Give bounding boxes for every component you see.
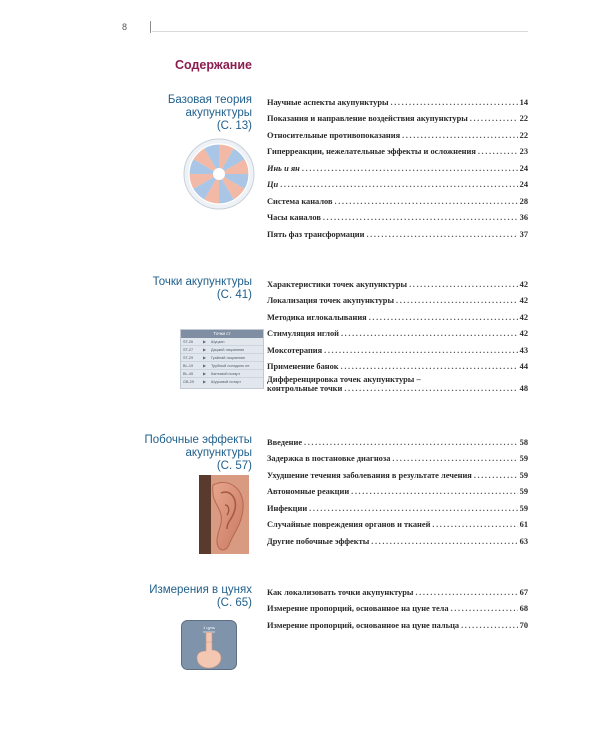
table-row: BL-45 ▶ Кантовой потарт xyxy=(181,370,263,378)
toc-entry[interactable]: Научные аспекты акупунктуры ..... 14 xyxy=(267,90,528,107)
section-heading-acupoints: Точки акупунктуры (С. 41) xyxy=(152,276,252,301)
section-entries-side-effects xyxy=(267,430,528,546)
toc-entry[interactable]: Автономные реакции ..... 59 xyxy=(267,480,528,497)
header-rule xyxy=(152,31,528,32)
section-heading-cun-measurements: Измерения в цунях (С. 65) xyxy=(149,584,252,609)
toc-entry[interactable]: Другие побочные эффекты ..... 63 xyxy=(267,529,528,546)
toc-entry[interactable]: Показания и направление воздействия акупунктуры ..... 22 xyxy=(267,107,528,124)
toc-entry[interactable]: Задержка в постановке диагноза ..... 59 xyxy=(267,447,528,464)
toc-entry[interactable]: Пять фаз трансформации ..... 37 xyxy=(267,222,528,239)
toc-entry[interactable]: Гиперреакции, нежелательные эффекты и осложнения ..... 23 xyxy=(267,140,528,157)
toc-entry[interactable]: Относительные противопоказания ..... 22 xyxy=(267,123,528,140)
table-row: ST-29 ▶ Гуайлай лицзяннян xyxy=(181,354,263,362)
toc-entry[interactable]: Случайные повреждения органов и тканей ..... 61 xyxy=(267,513,528,530)
toc-entry[interactable]: Часы каналов ..... 36 xyxy=(267,206,528,223)
table-row: GB-29 ▶ Шууковой потарт xyxy=(183,379,242,384)
section-entries-acupoints xyxy=(267,272,528,393)
toc-entry[interactable]: Введение ..... 58 xyxy=(267,430,528,447)
finger-cun-illustration xyxy=(181,620,237,670)
toc-entry[interactable]: Инь и ян ..... 24 xyxy=(267,156,528,173)
toc-entry[interactable]: Как локализовать точки акупунктуры ..... 67 xyxy=(267,580,528,597)
table-row: ST-27 ▶ Дацзюй лицзяннян xyxy=(181,346,263,354)
toc-entry[interactable]: Система каналов ..... 28 xyxy=(267,189,528,206)
table-row: BL-19 ▶ Трубный лоподоль ее xyxy=(181,362,263,370)
toc-entry[interactable]: Стимуляция иглой ..... 42 xyxy=(267,322,528,339)
table-row: ST-26 ▶ Шуцзин xyxy=(181,338,263,346)
toc-entry[interactable]: Ци ..... 24 xyxy=(267,173,528,190)
finger-label: 1 цунь xyxy=(203,625,215,630)
section-entries-basic-theory xyxy=(267,90,528,239)
section-entries-cun-measurements xyxy=(267,580,528,630)
toc-entry[interactable]: Измерение пропорций, основанное на цуне пальца ..... 70 xyxy=(267,613,528,630)
toc-entry[interactable]: Измерение пропорций, основанное на цуне тела ..... 68 xyxy=(267,597,528,614)
toc-entry[interactable]: Моксотерапия ..... 43 xyxy=(267,338,528,355)
channel-clock-wheel-image xyxy=(183,138,255,210)
toc-entry[interactable]: Применение банок ..... 44 xyxy=(267,355,528,372)
section-heading-side-effects: Побочные эффекты акупунктуры (С. 57) xyxy=(144,434,252,472)
toc-title: Содержание xyxy=(174,58,252,72)
toc-entry[interactable]: Дифференцировка точек акупунктуры – контрольные точки ..... 48 xyxy=(267,375,528,393)
toc-entry[interactable]: Ухудшение течения заболевания в результате лечения ..... 59 xyxy=(267,463,528,480)
page-number-divider xyxy=(150,21,151,33)
toc-entry[interactable]: Методика иглокалывания ..... 42 xyxy=(267,305,528,322)
ear-photo xyxy=(199,475,249,554)
toc-entry[interactable]: Локализация точек акупунктуры ..... 42 xyxy=(267,289,528,306)
section-heading-basic-theory: Базовая теория акупунктуры (С. 13) xyxy=(167,94,252,132)
acupoints-table-image: Точки ст ST-26 ▶ Шуцзин ST-27 ▶ Дацзюй лицзяннян ST-29 ▶ Гуайлай лицзяннян BL-19 ▶ Трубный лоподоль ее BL-45 ▶ Кантовой потарт GB-29 ▶ Шууковой потарт xyxy=(180,329,264,389)
toc-entry[interactable]: Инфекции ..... 59 xyxy=(267,496,528,513)
toc-entry[interactable]: Характеристики точек акупунктуры ..... 42 xyxy=(267,272,528,289)
page-number: 8 xyxy=(122,22,128,32)
